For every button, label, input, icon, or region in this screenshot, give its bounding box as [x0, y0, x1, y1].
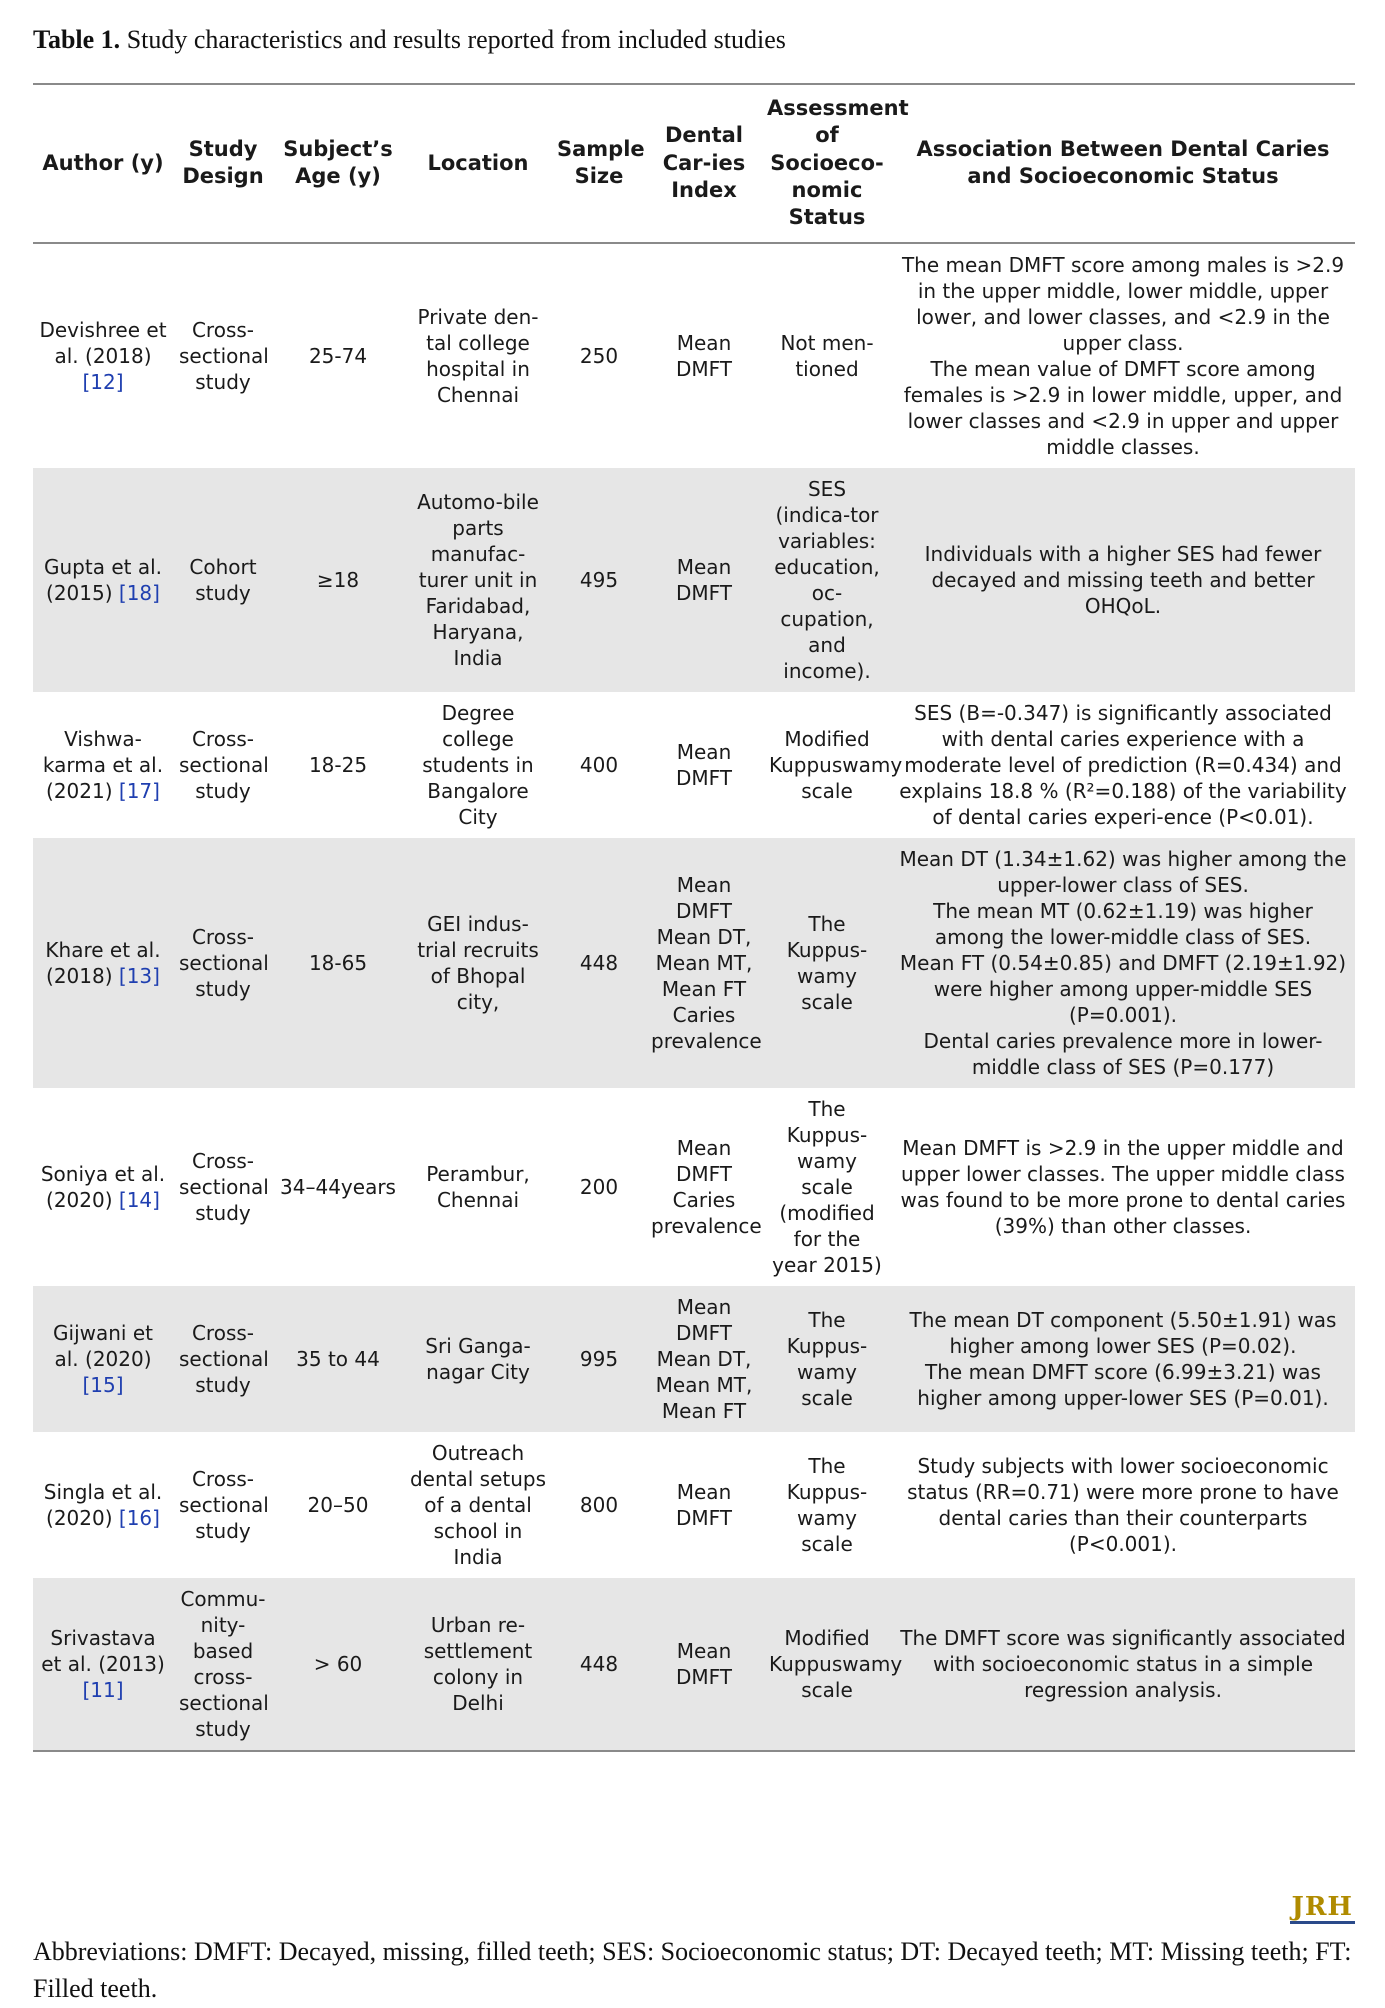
reference-link[interactable]: [13] [118, 963, 160, 988]
cell-study-design-text: Commu-nity-based cross-sectional study [179, 1586, 269, 1741]
cell-association [891, 468, 1355, 692]
cell-caries-index [645, 1286, 763, 1432]
table-caption-text: Study characteristics and results reported from included studies [120, 25, 786, 54]
cell-sample-size [553, 1088, 645, 1286]
cell-age-text: 18-65 [308, 950, 368, 975]
cell-study-design-text: Cross-sectional study [179, 317, 269, 394]
header-row [33, 84, 1355, 242]
cell-sample-size-text: 250 [579, 343, 619, 368]
reference-link[interactable]: [17] [118, 778, 160, 803]
cell-age [273, 1286, 403, 1432]
cell-association [891, 1088, 1355, 1286]
cell-caries-index-text: Mean DMFT Mean DT, Mean MT, Mean FT Caries prevalence [651, 872, 762, 1053]
header-association: Association Between Dental Caries and Socioeconomic Status [916, 137, 1330, 189]
table-body [33, 243, 1355, 1751]
page [33, 24, 1355, 2003]
cell-age-text: ≥18 [316, 567, 360, 592]
cell-caries-index-text: Mean DMFT [675, 1479, 733, 1530]
cell-location [403, 243, 553, 468]
cell-association [891, 243, 1355, 468]
cell-location [403, 1578, 553, 1751]
cell-sample-size-text: 495 [579, 567, 619, 592]
cell-study-design-text: Cross-sectional study [179, 726, 269, 803]
cell-study-design [173, 1432, 273, 1578]
table-row [33, 692, 1355, 838]
cell-sample-size-text: 400 [579, 752, 619, 777]
cell-author-text: Gupta et al. (2015) [44, 554, 162, 605]
cell-age [273, 1088, 403, 1286]
cell-sample-size [553, 468, 645, 692]
cell-author [33, 1432, 173, 1578]
table-row [33, 1578, 1355, 1751]
cell-location-text: Private den-tal college hospital in Chennai [417, 304, 539, 407]
cell-author [33, 1286, 173, 1432]
reference-link[interactable]: [14] [118, 1187, 160, 1212]
cell-study-design [173, 838, 273, 1088]
header-location: Location [427, 150, 529, 175]
cell-location [403, 468, 553, 692]
cell-association [891, 1578, 1355, 1751]
cell-caries-index [645, 1432, 763, 1578]
cell-location-text: Sri Ganga-nagar City [425, 1333, 531, 1384]
cell-author-text: Soniya et al. (2020) [40, 1161, 166, 1212]
reference-link[interactable]: [15] [82, 1372, 124, 1397]
cell-location-text: Automo-bile parts manufac-turer unit in Faridabad, Haryana, India [417, 489, 539, 670]
cell-location-text: GEI indus-trial recruits of Bhopal city, [417, 911, 539, 1014]
cell-association-text: Mean DT (1.34±1.62) was higher among the upper-lower class of SES. The mean MT (0.62±1.19) was higher among the lower-middle class of SES. Mean FT (0.54±0.85) and DMFT (2.19±1.92) were higher among upper-middle SES (P=0.001). Dental caries prevalence more in lower-middle class of SES (P=0.177) [899, 846, 1347, 1079]
cell-ses-assessment-text: The Kuppus-wamy scale [786, 1307, 868, 1410]
cell-age [273, 692, 403, 838]
cell-caries-index [645, 468, 763, 692]
cell-ses-assessment [763, 468, 891, 692]
cell-location-text: Perambur, Chennai [426, 1161, 530, 1212]
cell-association-text: Study subjects with lower socioeconomic status (RR=0.71) were more prone to have dental caries than their counterparts (P<0.001). [907, 1453, 1339, 1556]
header-study-design: Study Design [182, 137, 264, 189]
table-row [33, 468, 1355, 692]
cell-author [33, 468, 173, 692]
cell-age-text: 20–50 [307, 1492, 369, 1517]
cell-sample-size [553, 1578, 645, 1751]
cell-association [891, 692, 1355, 838]
header-author: Author (y) [42, 150, 164, 175]
cell-author-text: Gijwani et al. (2020) [53, 1320, 153, 1371]
cell-sample-size-text: 995 [579, 1346, 619, 1371]
cell-ses-assessment [763, 1088, 891, 1286]
cell-caries-index-text: Mean DMFT [675, 330, 733, 381]
cell-association-text: The mean DMFT score among males is >2.9 in the upper middle, lower middle, upper lower, and lower classes, and <2.9 in the upper class. The mean value of DMFT score among females is >2.9 in lower middle, upper, and lower classes and <2.9 in upper and upper middle classes. [901, 252, 1345, 459]
cell-association-text: SES (B=-0.347) is significantly associated with dental caries experience with a moderate level of prediction (R=0.434) and explains 18.8 % (R²=0.188) of the variability of dental caries experi-ence (P<0.01). [899, 700, 1347, 829]
cell-study-design [173, 243, 273, 468]
cell-caries-index [645, 1088, 763, 1286]
table-row [33, 1088, 1355, 1286]
cell-ses-assessment [763, 1578, 903, 1751]
cell-author-text: Devishree et al. (2018) [39, 317, 167, 368]
cell-location [403, 1088, 553, 1286]
cell-sample-size [553, 1286, 645, 1432]
cell-location [403, 1432, 553, 1578]
cell-caries-index-text: Mean DMFT [675, 739, 733, 790]
cell-author [33, 1578, 173, 1751]
cell-age [273, 1432, 403, 1578]
cell-author-text: Singla et al. (2020) [43, 1479, 163, 1530]
header-sample-size: Sample Size [557, 137, 645, 189]
cell-study-design [173, 468, 273, 692]
cell-author-text: Vishwa-karma et al. (2021) [42, 726, 164, 803]
cell-age [273, 243, 403, 468]
cell-association-text: The mean DT component (5.50±1.91) was higher among lower SES (P=0.02). The mean DMFT score (6.99±3.21) was higher among upper-lower SES (P=0.01). [909, 1307, 1337, 1410]
cell-age-text: 34–44years [280, 1174, 396, 1199]
cell-location [403, 1286, 553, 1432]
cell-ses-assessment [763, 838, 891, 1088]
study-table [33, 83, 1355, 1751]
cell-association [891, 1286, 1355, 1432]
reference-link[interactable]: [18] [118, 580, 160, 605]
cell-study-design-text: Cross-sectional study [179, 924, 269, 1001]
cell-study-design-text: Cohort study [189, 554, 257, 605]
cell-age [273, 468, 403, 692]
cell-location-text: Urban re-settlement colony in Delhi [423, 1612, 533, 1715]
cell-study-design-text: Cross-sectional study [179, 1148, 269, 1225]
cell-association-text: The DMFT score was significantly associated with socioeconomic status in a simple regression analysis. [900, 1625, 1346, 1702]
cell-caries-index-text: Mean DMFT Caries prevalence [651, 1135, 762, 1238]
cell-sample-size-text: 448 [579, 950, 619, 975]
reference-link[interactable]: [12] [82, 369, 124, 394]
table-caption [33, 24, 1355, 55]
cell-author [33, 1088, 173, 1286]
cell-association-text: Mean DMFT is >2.9 in the upper middle and upper lower classes. The upper middle class was found to be more prone to dental caries (39%) than other classes. [900, 1135, 1346, 1238]
cell-ses-assessment-text: The Kuppus-wamy scale (modified for the year 2015) [772, 1096, 882, 1277]
cell-location [403, 692, 553, 838]
cell-ses-assessment [763, 692, 903, 838]
cell-age-text: 25-74 [308, 343, 368, 368]
cell-author [33, 838, 173, 1088]
cell-sample-size [553, 1432, 645, 1578]
cell-caries-index-text: Mean DMFT Mean DT, Mean MT, Mean FT [655, 1294, 753, 1423]
cell-sample-size-text: 200 [579, 1174, 619, 1199]
cell-sample-size [553, 243, 645, 468]
cell-author [33, 692, 173, 838]
cell-association [891, 1432, 1355, 1578]
cell-study-design-text: Cross-sectional study [179, 1466, 269, 1543]
table-row [33, 1286, 1355, 1432]
cell-author-text: Khare et al. (2018) [45, 937, 161, 988]
cell-caries-index [645, 838, 763, 1088]
cell-ses-assessment-text: The Kuppus-wamy scale [786, 911, 868, 1014]
cell-age [273, 1578, 403, 1751]
reference-link[interactable]: [16] [118, 1505, 160, 1530]
cell-ses-assessment [763, 1432, 891, 1578]
cell-sample-size [553, 838, 645, 1088]
cell-ses-assessment-text: The Kuppus-wamy scale [786, 1453, 868, 1556]
cell-study-design [173, 1088, 273, 1286]
cell-caries-index [645, 692, 763, 838]
cell-age-text: > 60 [313, 1651, 363, 1676]
cell-study-design-text: Cross-sectional study [179, 1320, 269, 1397]
cell-caries-index [645, 1578, 763, 1751]
cell-age [273, 838, 403, 1088]
cell-location [403, 838, 553, 1088]
cell-study-design [173, 1286, 273, 1432]
cell-location-text: Outreach dental setups of a dental school in India [409, 1440, 547, 1569]
cell-caries-index [645, 243, 763, 468]
header-age: Subject’s Age (y) [283, 137, 393, 189]
cell-sample-size-text: 448 [579, 1651, 619, 1676]
cell-sample-size-text: 800 [579, 1492, 619, 1517]
cell-location-text: Degree college students in Bangalore City [422, 700, 534, 829]
cell-caries-index-text: Mean DMFT [675, 1638, 733, 1689]
cell-caries-index-text: Mean DMFT [675, 554, 733, 605]
cell-ses-assessment [763, 243, 891, 468]
cell-age-text: 35 to 44 [296, 1346, 380, 1371]
table-row [33, 838, 1355, 1088]
cell-ses-assessment-text: Modified Kuppuswamy scale [769, 726, 903, 803]
header-ses-assessment: Assessment of Socioeco-nomic Status [767, 96, 909, 230]
header-caries-index: Dental Car-ies Index [662, 123, 746, 203]
cell-study-design [173, 692, 273, 838]
cell-ses-assessment [763, 1286, 891, 1432]
cell-ses-assessment-text: Not men-tioned [780, 330, 874, 381]
abbreviations-footnote: Abbreviations: DMFT: Decayed, missing, filled teeth; SES: Socioeconomic status; DT: Decayed teeth; MT: Missing teeth; FT: Filled teeth. [33, 1937, 1352, 2003]
cell-ses-assessment-text: SES (indica-tor variables: education, oc-cupation, and income). [774, 476, 880, 683]
cell-association [891, 838, 1355, 1088]
table-row [33, 1432, 1355, 1578]
cell-author [33, 243, 173, 468]
journal-logo: JRH [1291, 1892, 1353, 1922]
reference-link[interactable]: [11] [82, 1677, 124, 1702]
table-caption-label: Table 1. [33, 25, 121, 54]
cell-age-text: 18-25 [308, 752, 368, 777]
table-row [33, 243, 1355, 468]
cell-sample-size [553, 692, 645, 838]
cell-study-design [173, 1578, 273, 1751]
cell-ses-assessment-text: Modified Kuppuswamy scale [769, 1625, 903, 1702]
cell-association-text: Individuals with a higher SES had fewer decayed and missing teeth and better OHQoL. [924, 541, 1322, 618]
cell-author-text: Srivastava et al. (2013) [41, 1625, 165, 1676]
